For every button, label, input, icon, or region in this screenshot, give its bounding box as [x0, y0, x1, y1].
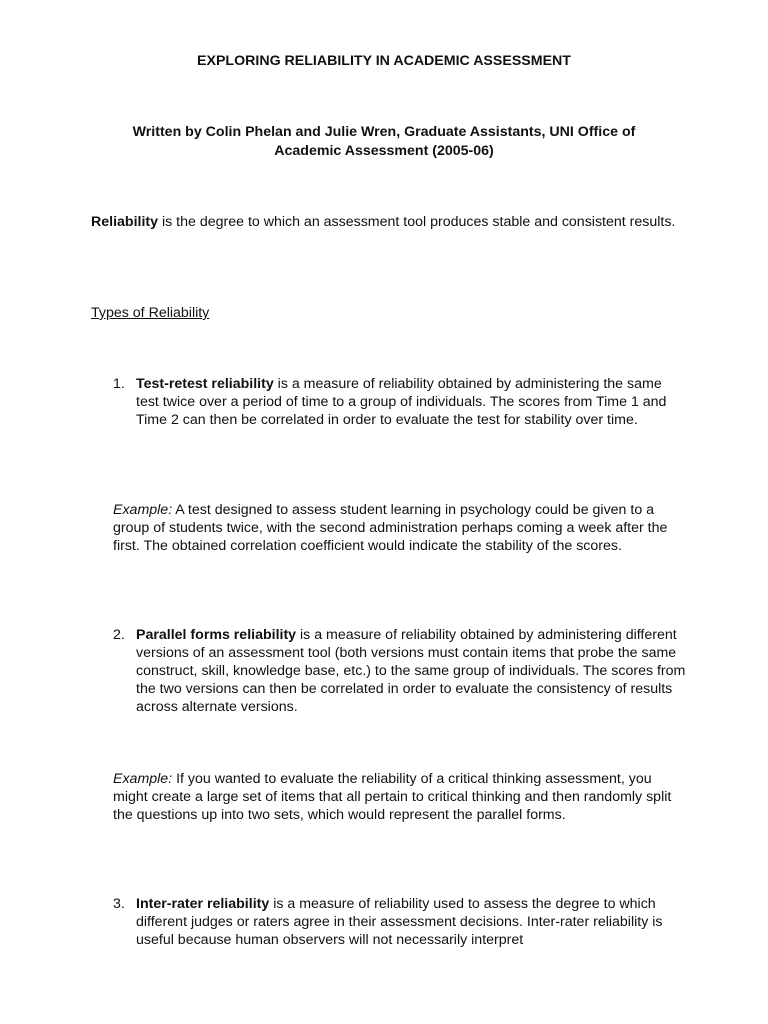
example-text: A test designed to assess student learning in psychology could be given to a group of students twice, with the second administration perhaps coming a week after the first. The obtained correlation coefficient would indicate the stability of the scores.: [113, 502, 668, 554]
intro-term: Reliability: [91, 214, 159, 230]
list-item-test-retest: [113, 375, 688, 429]
list-item-term: Parallel forms reliability: [136, 627, 297, 643]
list-item-parallel-forms: [113, 626, 688, 716]
intro-text: is the degree to which an assessment tool produces stable and consistent results.: [158, 214, 676, 230]
list-item-body: [136, 626, 688, 716]
list-item-term: Test-retest reliability: [136, 376, 274, 392]
list-item-body: [136, 895, 688, 949]
list-number: 2.: [113, 627, 125, 643]
list-item-text: is a measure of reliability obtained by administering the same test twice over a period of time to a group of individuals. The scores from Time 1 and Time 2 can then be correlated in order to evaluate the test for stability over time.: [136, 376, 667, 428]
example-label: Example:: [113, 771, 173, 787]
document-title: EXPLORING RELIABILITY IN ACADEMIC ASSESSMENT: [197, 53, 571, 69]
list-number: 3.: [113, 896, 125, 912]
types-heading: Types of Reliability: [91, 305, 210, 321]
list-item-inter-rater: [113, 895, 688, 949]
example-paragraph-1: [113, 501, 688, 555]
list-number: 1.: [113, 376, 125, 392]
list-item-text: is a measure of reliability used to assess the degree to which different judges or raters agree in their assessment decisions. Inter-rater reliability is useful because human observers will not necessarily interpret: [136, 896, 663, 948]
example-paragraph-2: [113, 770, 688, 824]
example-text: If you wanted to evaluate the reliability of a critical thinking assessment, you might create a large set of items that all pertain to critical thinking and then randomly split the questions up into two sets, which would represent the parallel forms.: [113, 771, 672, 823]
intro-paragraph: [91, 213, 691, 231]
document-byline: Written by Colin Phelan and Julie Wren, Graduate Assistants, UNI Office of Academic Assessment (2005-06): [132, 124, 636, 159]
example-label: Example:: [113, 502, 173, 518]
list-item-text: is a measure of reliability obtained by administering different versions of an assessment tool (both versions must contain items that probe the same construct, skill, knowledge base, etc.) to the same group of individuals. The scores from the two versions can then be correlated in order to evaluate the consistency of results across alternate versions.: [136, 627, 686, 715]
list-item-term: Inter-rater reliability: [136, 896, 270, 912]
list-item-body: [136, 375, 688, 429]
